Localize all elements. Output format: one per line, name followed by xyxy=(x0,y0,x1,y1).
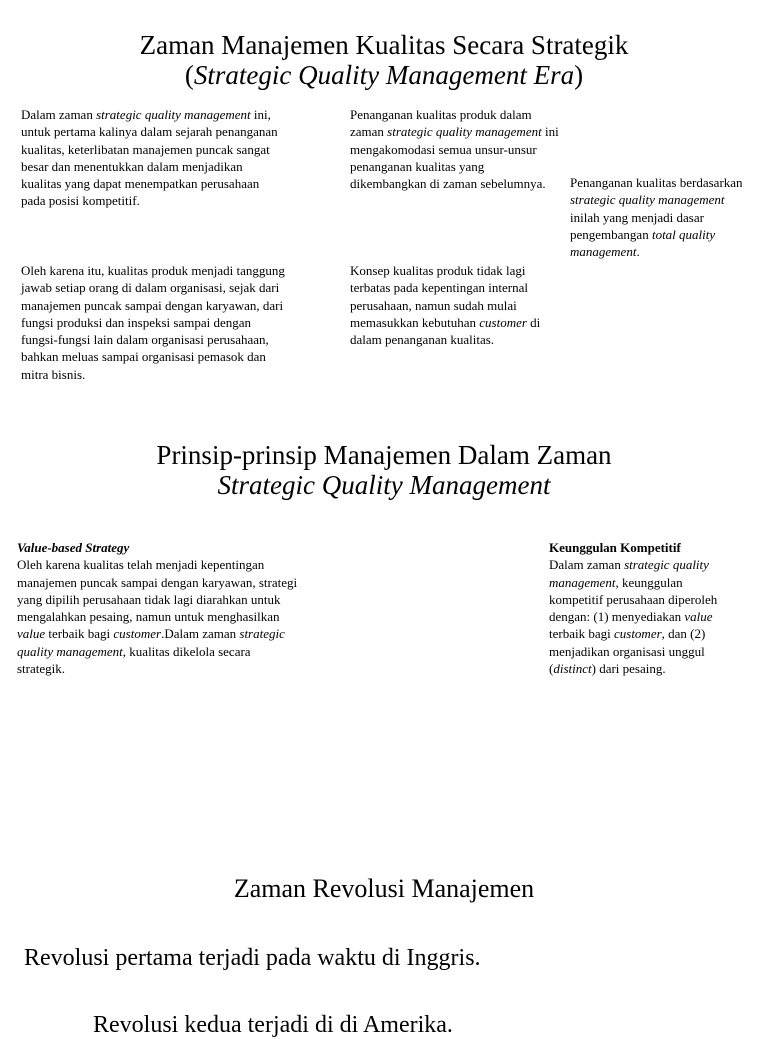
text-run: terbaik bagi xyxy=(45,626,114,642)
section1-subtitle: (Strategic Quality Management Era) xyxy=(184,60,584,90)
text-run: .Dalam zaman xyxy=(161,626,240,642)
text-run: Dalam zaman xyxy=(549,557,625,573)
italic-text-run: strategic quality management xyxy=(17,626,285,659)
text-run: terbaik bagi xyxy=(549,626,614,642)
text-run: di dalam penanganan kualitas. xyxy=(350,314,541,348)
section1-title: Zaman Manajemen Kualitas Secara Strategik xyxy=(139,30,629,60)
value-based-strategy-heading: Value-based Strategy xyxy=(17,540,130,555)
text-run: Oleh karena kualitas telah menjadi kepentingan manajemen puncak sampai dengan karyawan, strategi yang dipilih perusahaan tidak lagi diarahkan untuk mengalahkan pesaing, namun untuk menghasilkan xyxy=(17,557,298,625)
italic-text-run: customer xyxy=(479,314,527,330)
italic-text-run: strategic quality management xyxy=(387,124,542,140)
keunggulan-kompetitif-block xyxy=(549,539,729,677)
italic-text-run: distinct xyxy=(553,661,592,677)
text-run: . xyxy=(636,244,640,260)
keunggulan-kompetitif-body xyxy=(549,556,729,677)
italic-text-run: total quality management xyxy=(570,226,716,260)
text-run: , kualitas dikelola secara strategik. xyxy=(17,643,251,677)
text-run: Penanganan kualitas berdasarkan xyxy=(570,175,743,190)
italic-text-run: value xyxy=(684,609,713,625)
text-run: , dan (2) menjadikan organisasi unggul ( xyxy=(549,626,706,677)
italic-text-run: strategic quality management xyxy=(549,557,709,590)
text-run: ) dari pesaing. xyxy=(591,661,666,677)
italic-text-run: customer xyxy=(113,626,162,642)
value-based-strategy-block xyxy=(17,539,299,677)
section3-line1: Revolusi pertama terjadi pada waktu di Inggris. xyxy=(24,945,481,971)
italic-text-run: value xyxy=(17,626,46,642)
text-run: Dalam zaman xyxy=(21,107,97,122)
text-run: Penanganan kualitas produk dalam zaman xyxy=(350,107,532,140)
section2-title: Prinsip-prinsip Manajemen Dalam Zaman xyxy=(156,440,612,470)
section3-title: Zaman Revolusi Manajemen xyxy=(233,874,535,903)
text-run: ini mengakomodasi semua unsur-unsur penanganan kualitas yang dikembangkan di zaman sebelumnya. xyxy=(350,124,559,192)
col1-paragraph1 xyxy=(21,106,283,210)
text-run: inilah yang menjadi dasar pengembangan xyxy=(570,209,704,242)
text-run: Oleh karena itu, kualitas produk menjadi tanggung jawab setiap orang di dalam organisasi, sejak dari manajemen puncak sampai dengan karyawan, dari fungsi produksi dan inspeksi sampai dengan fungsi-fungsi lain dalam organisasi perusahaan, bahkan meluas sampai organisasi pemasok dan mitra bisnis. xyxy=(21,263,285,382)
text-run: , keunggulan kompetitif perusahaan diperoleh dengan: (1) menyediakan xyxy=(549,574,718,625)
section2-subtitle: Strategic Quality Management xyxy=(217,470,551,500)
keunggulan-kompetitif-heading: Keunggulan Kompetitif xyxy=(549,540,681,555)
text-run: ini, untuk pertama kalinya dalam sejarah penanganan kualitas, keterlibatan manajemen puncak sangat besar dan menentukkan dalam menjadikan kualitas yang dapat menempatkan perusahaan pada posisi kompetitif. xyxy=(21,107,278,209)
section3-line2: Revolusi kedua terjadi di di Amerika. xyxy=(93,1012,453,1038)
col2-paragraph1 xyxy=(350,106,560,192)
col1-paragraph2 xyxy=(21,262,289,383)
col2-paragraph2 xyxy=(350,262,562,348)
italic-text-run: customer xyxy=(613,626,662,642)
value-based-strategy-body xyxy=(17,556,299,677)
text-run: Konsep kualitas produk tidak lagi terbatas pada kepentingan internal perusahaan, namun sudah mulai memasukkan kebutuhan xyxy=(350,263,528,330)
italic-text-run: strategic quality management xyxy=(570,192,725,208)
italic-text-run: strategic quality management xyxy=(96,107,251,122)
col3-paragraph xyxy=(570,174,750,260)
